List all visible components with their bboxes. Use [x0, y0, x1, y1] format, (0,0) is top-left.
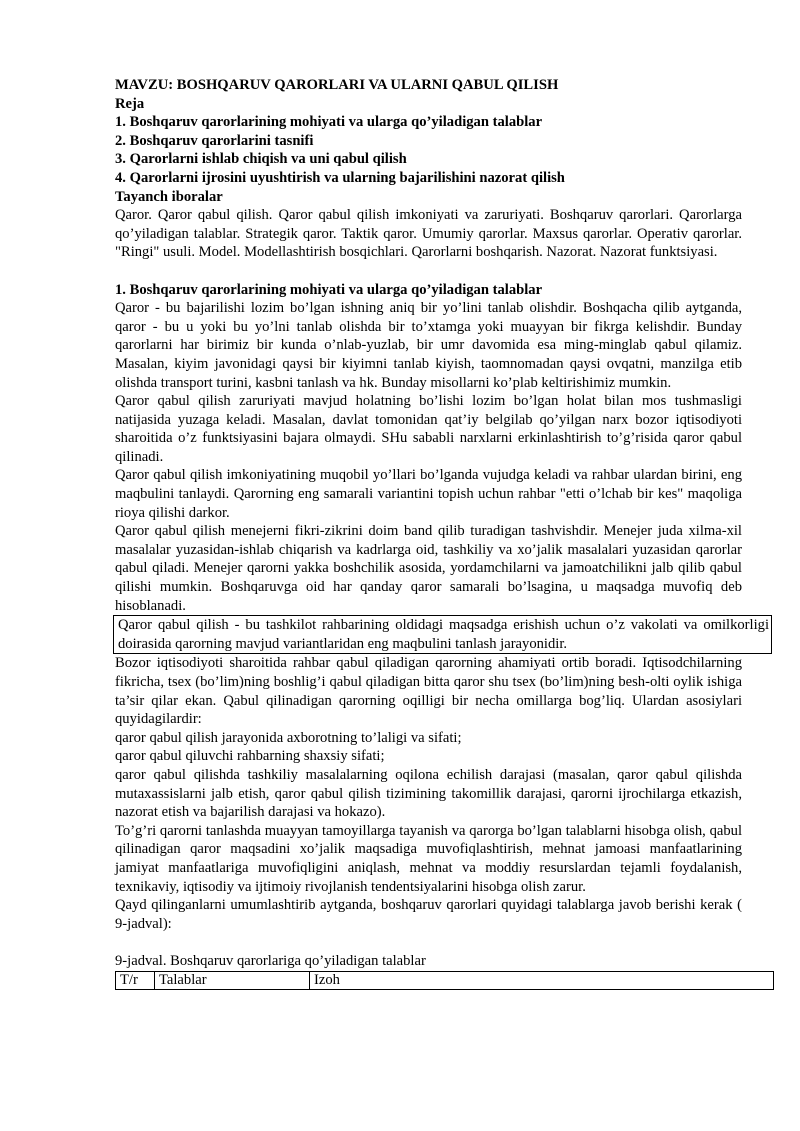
plan-item: 3. Qarorlarni ishlab chiqish va uni qabul qilish [115, 151, 407, 168]
plan-item: 1. Boshqaruv qarorlarining mohiyati va ularga qo’yiladigan talablar [115, 114, 543, 131]
keywords-text: Qaror. Qaror qabul qilish. Qaror qabul qilish imkoniyati va zaruriyati. Boshqaruv qarorlari. Qarorlarga qo’yiladigan talablar. Strategik qaror. Taktik qaror. Umumiy qarorlar. Maxsus qarorlar. Operativ qarorlar. "Ringi" usuli. Model. Modellashtirish bosqichlari. Qarorlarni boshqarish. Nazorat. Nazorat funktsiyasi. [115, 207, 742, 261]
paragraph: To’g’ri qarorni tanlashda muayyan tamoyillarga tayanish va qarorga bo’lgan talablarni hisobga olish, qabul qilinadigan qaror maqsadini xo’jalik maqsadiga muvofiqlashtirish, mehnat jamoasi manfaatlarining jamiyat manfaatlariga muvofiqligini aniqlash, mehnat va moddiy resurslardan tejamli foydalanish, texnikaviy, iqtisodiy va ijtimoiy rivojlanish tendentsiyalarini hisobga olish zarur. [115, 822, 742, 895]
paragraph: Qaror qabul qilish zaruriyati mavjud holatning bo’lishi lozim bo’lgan holat bilan mos tushmasligi natijasida yuzaga keladi. Masalan, davlat tomonidan qat’iy belgilab qo’yilgan narx bozor iqtisodiyoti sharoitida o’z funktsiyasini bajara olmaydi. SHu sababli narxlarni erkinlashtirish to’g’risida qaror qabul qilinadi. [115, 393, 742, 465]
table-caption: 9-jadval. Boshqaruv qarorlariga qo’yiladigan talablar [115, 952, 426, 969]
factor-item: qaror qabul qilishda tashkiliy masalalarning oqilona echilish darajasi (masalan, qaror qabul qilishda mutaxassislarni jalb etish, qaror qabul qilish tizimining takomillik darajasi, qarorni ijrochilarga etkazish, nazorat etish va bajarilish darajasi va hokazo). [115, 766, 742, 821]
requirements-table [115, 971, 774, 990]
table-header-cell: Talablar [155, 971, 310, 989]
section-heading: 1. Boshqaruv qarorlarining mohiyati va ularga qo’yiladigan talablar [115, 281, 543, 298]
paragraph: Qaror qabul qilish menejerni fikri-zikrini doim band qilib turadigan tashvishdir. Menejer juda xilma-xil masalalar yuzasidan-ishlab chiqarish va kadrlarga oid, tashkiliy va xo’jalik masalalari yuzasidan qarorlar qabul qiladi. Menejer qarorni yakka boshchilik asosida, yordamchilarni va jamoatchilikni jalb qilib qabul qilishi mumkin. Boshqaruvga oid har qanday qaror samarali bo’lsagina, u maqsadga muvofiq deb hisoblanadi. [115, 523, 742, 614]
paragraph: Qayd qilinganlarni umumlashtirib aytganda, boshqaruv qarorlari quyidagi talablarga javob berishi kerak ( 9-jadval): [115, 897, 742, 932]
document-page [115, 76, 769, 990]
table-header-cell: T/r [116, 971, 155, 989]
plan-item: 4. Qarorlarni ijrosini uyushtirish va ularning bajarilishini nazorat qilish [115, 169, 565, 186]
table-header-row [116, 971, 774, 989]
paragraph: Qaror qabul qilish imkoniyatining muqobil yo’llari bo’lganda vujudga keladi va rahbar ulardan birini, eng maqbulini tanlaydi. Qarorning eng samarali variantini topish uchun rahbar "etti o’lchab bir kes" maqoliga rioya qilishi darkor. [115, 467, 742, 521]
table-header-cell: Izoh [310, 971, 774, 989]
document-title: MAVZU: BOSHQARUV QARORLARI VA ULARNI QABUL QILISH [115, 77, 559, 93]
plan-heading: Reja [115, 95, 145, 112]
factor-item: qaror qabul qilish jarayonida axborotning to’laligi va sifati; [115, 729, 462, 746]
paragraph: Bozor iqtisodiyoti sharoitida rahbar qabul qiladigan qarorning ahamiyati ortib boradi. Iqtisodchilarning fikricha, tsex (bo’lim)ning boshlig’i qabul qiladigan bitta qaror shu tsex (bo’lim)ning besh-olti oylik ishiga ta’sir qilar ekan. Qabul qilinadigan qarorning oqilligi bir necha omillarga bog’liq. Ulardan asosiylari quyidagilardir: [115, 655, 742, 728]
plan-item: 2. Boshqaruv qarorlarini tasnifi [115, 132, 314, 149]
definition-box: Qaror qabul qilish - bu tashkilot rahbarining oldidagi maqsadga erishish uchun o’z vakolati va omilkorligi doirasida qarorning mavjud variantlaridan eng maqbulini tanlash jarayonidir. [113, 615, 772, 654]
spacer [115, 262, 742, 281]
keywords-heading: Tayanch iboralar [115, 188, 223, 205]
factor-item: qaror qabul qiluvchi rahbarning shaxsiy sifati; [115, 748, 385, 765]
paragraph: Qaror - bu bajarilishi lozim bo’lgan ishning aniq bir yo’lini tanlab olishdir. Boshqacha qilib aytganda, qaror - bu u yoki bu yo’lni tanlab olishda bir to’xtamga yoki muayyan bir fikrga kelishdir. Bunday qarorlarni har birimiz bir kunda o’nlab-yuzlab, bir umr davomida esa ming-minglab qabul qilamiz. Masalan, kiyim javonidagi qaysi bir kiyimni tanlab kiyish, taomnomadan qaysi ovqatni, manzilga etib olishda transport turini, kasbni tanlash va hk. Bunday misollarni ko’plab keltirishimiz mumkin. [115, 300, 742, 391]
spacer [115, 933, 742, 952]
